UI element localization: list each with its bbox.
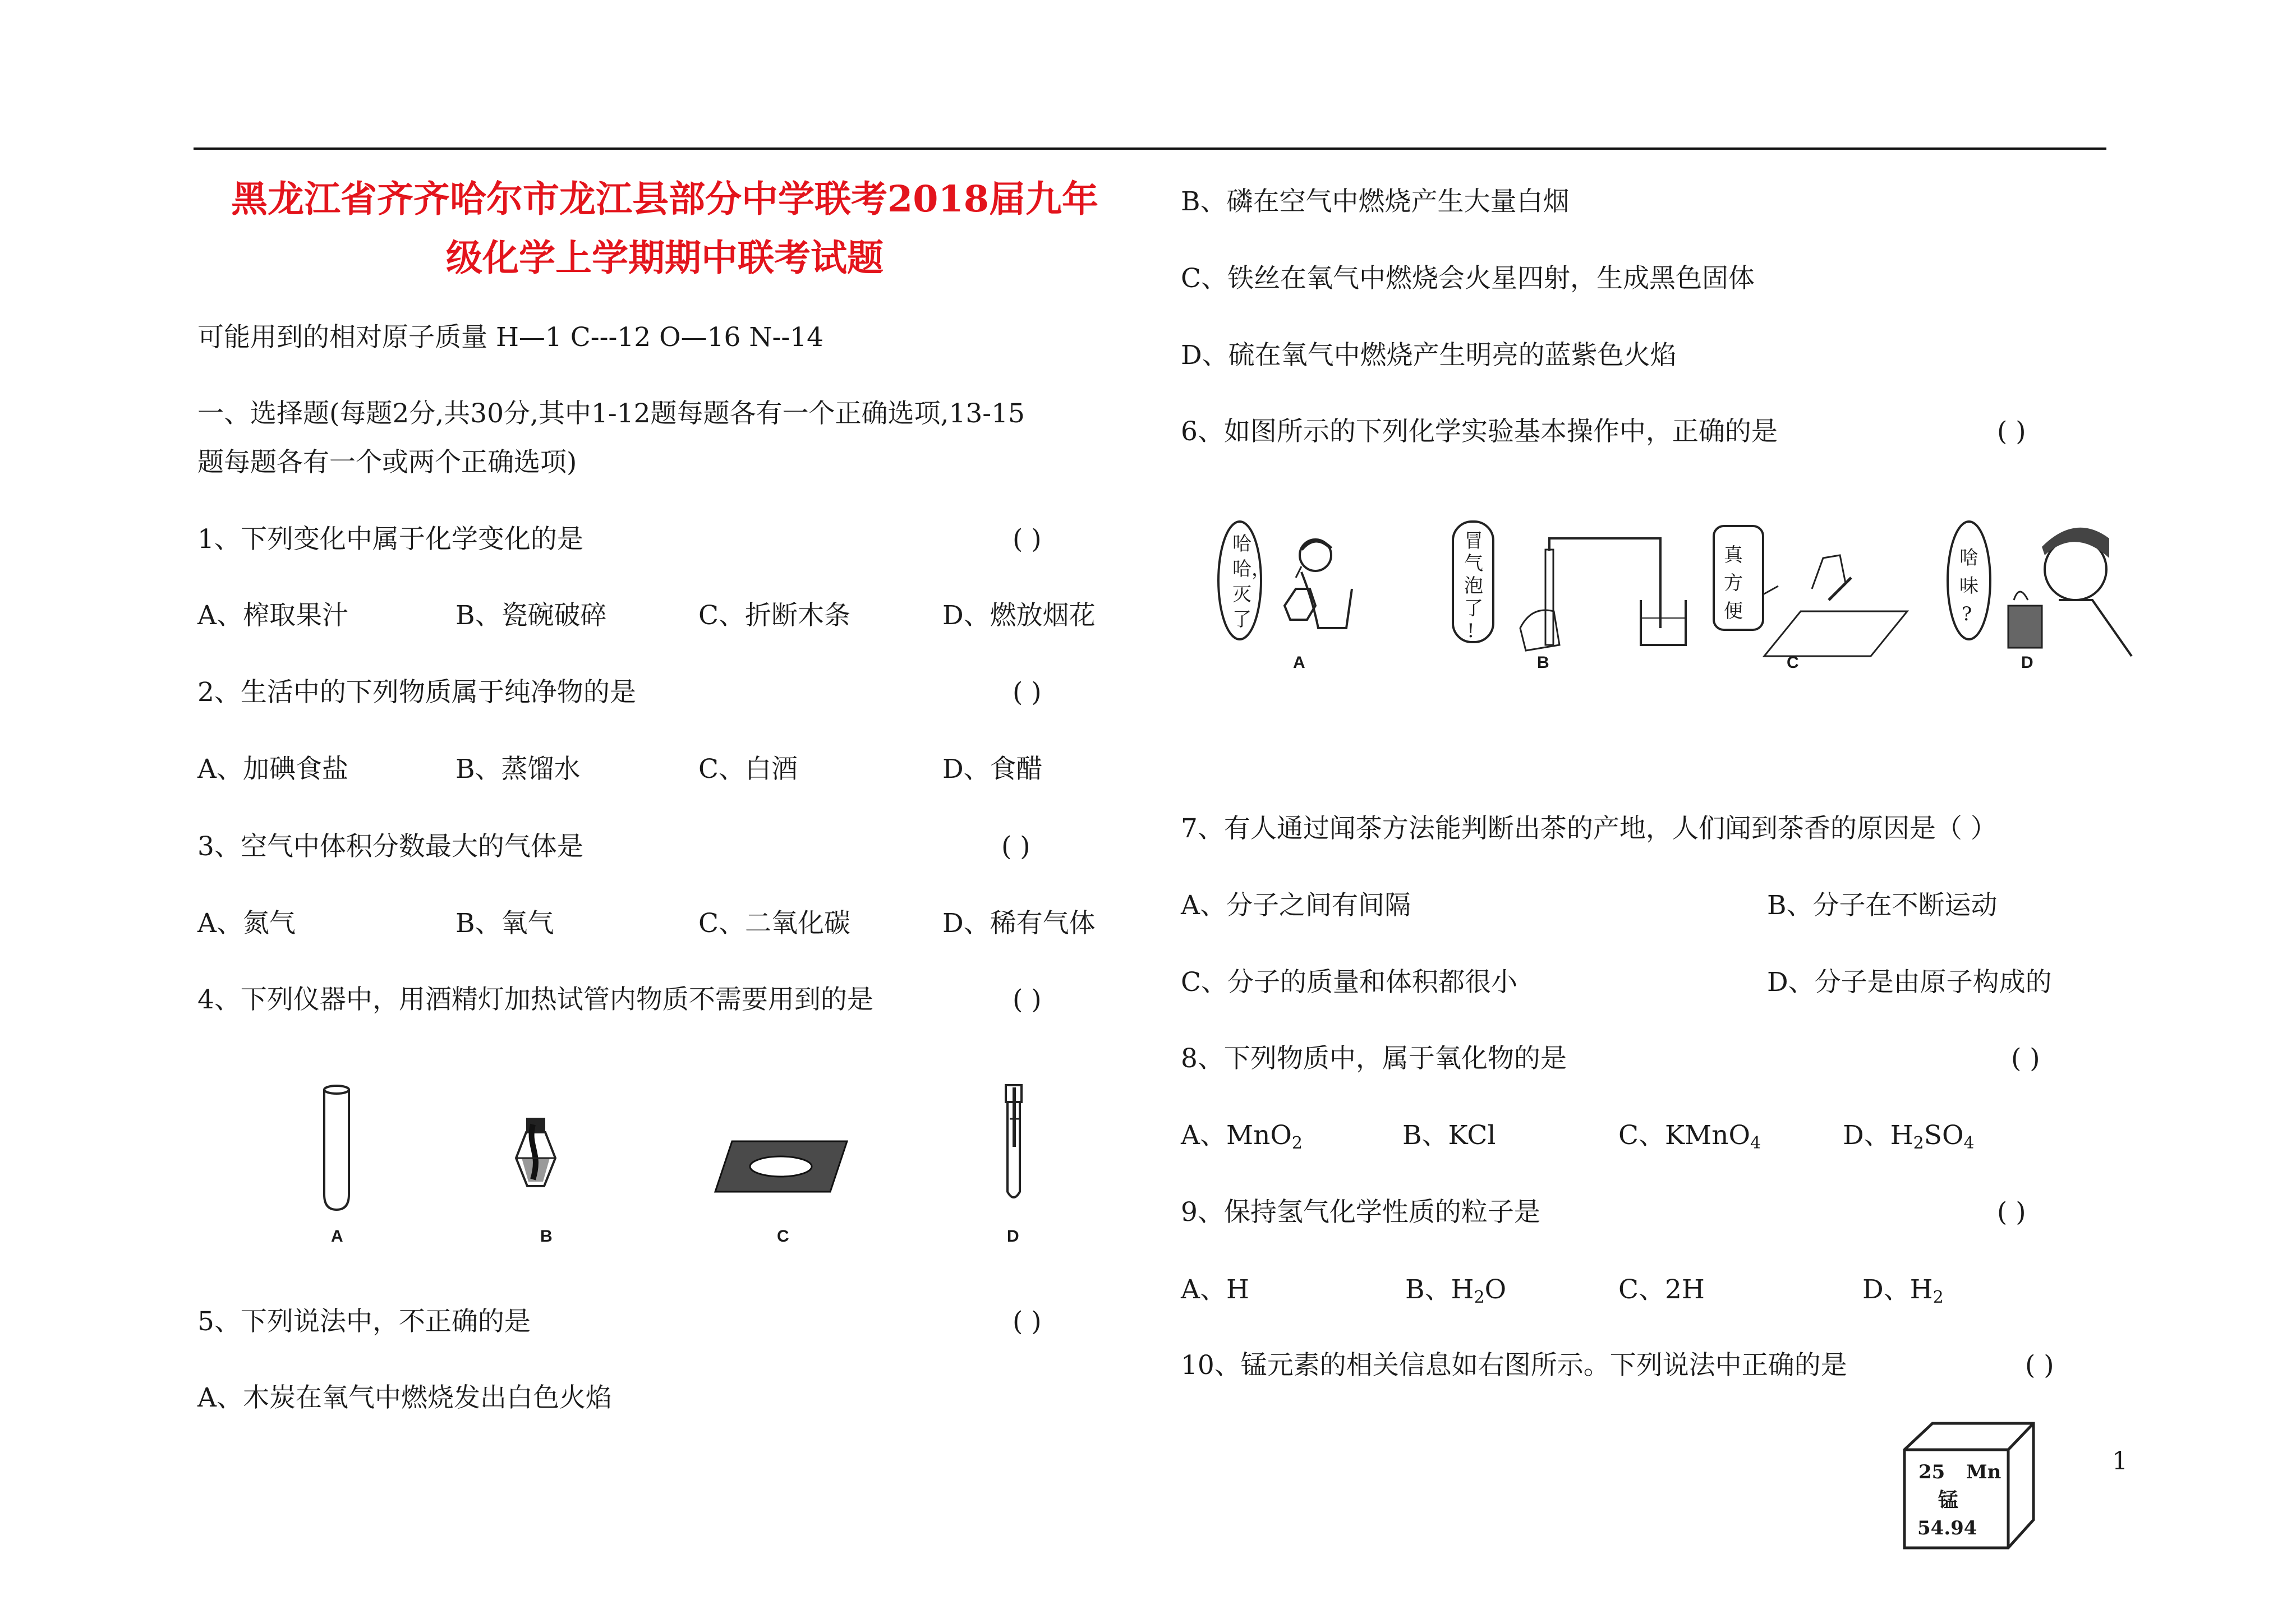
q7-stem: 7、有人通过闻茶方法能判断出茶的产地，人们闻到茶香的原因是（ ） [1181,813,1997,844]
q6-fig-label-d: D [2021,653,2033,672]
page-number: 1 [2112,1447,2128,1476]
test-tube-holder-icon [1006,1085,1022,1197]
q1-option-d: D、燃放烟花 [942,600,1096,631]
test-tube-icon [324,1086,349,1210]
q6-bubble-d-1: 啥 [1959,547,1978,569]
section1-instructions-1: 一、选择题(每题2分,共30分,其中1-12题每题各有一个正确选项,13-15 [197,398,1025,429]
element-atomic-number: 25 [1918,1461,1945,1483]
q5-option-a: A、木炭在氧气中燃烧发出白色火焰 [197,1382,612,1413]
q4-fig-label-c: C [777,1227,789,1246]
q3-option-b: B、氧气 [455,908,554,939]
q8-option-b: B、KCl [1402,1120,1496,1151]
exam-title-line1: 黑龙江省齐齐哈尔市龙江县部分中学联考2018届九年 [231,178,1098,220]
gas-tightness-check-icon [1453,522,1686,651]
q6-fig-label-b: B [1537,653,1549,672]
q6-bubble-d-2: 味 [1959,575,1978,597]
atomic-masses: 可能用到的相对原子质量 H—1 C---12 O—16 N--14 [197,322,824,353]
q4-apparatus-figure [292,1080,1077,1253]
asbestos-gauze-icon [715,1141,847,1192]
q5-option-d: D、硫在氧气中燃烧产生明亮的蓝紫色火焰 [1181,340,1677,371]
q10-answer-paren: ( ) [2025,1350,2054,1381]
q2-option-b: B、蒸馏水 [455,754,581,785]
q2-option-a: A、加碘食盐 [197,754,348,785]
q8-option-d: D、$H_2SO_4$ [1843,1120,1975,1153]
q5-option-b: B、磷在空气中燃烧产生大量白烟 [1181,186,1570,217]
q4-fig-label-b: B [540,1227,553,1246]
q8-option-c: C、KMnO$_4$ [1618,1120,1761,1153]
exam-title-line2: 级化学上学期期中联考试题 [445,237,884,279]
q6-bubble-b-1: 冒 [1464,530,1483,552]
header-rule [194,147,2106,150]
q1-option-c: C、折断木条 [698,600,850,631]
q3-option-c: C、二氧化碳 [698,908,850,939]
q7-option-b: B、分子在不断运动 [1767,890,1998,921]
q3-option-a: A、氮气 [197,908,296,939]
q9-option-a: A、H [1181,1274,1249,1305]
q6-bubble-c-3: 便 [1724,600,1743,623]
q4-stem: 4、下列仪器中，用酒精灯加热试管内物质不需要用到的是 [197,984,873,1015]
q6-bubble-a-4: 了 [1232,608,1251,631]
q7-option-a: A、分子之间有间隔 [1181,890,1411,921]
q1-answer-paren: ( ) [1013,524,1042,555]
q1-stem: 1、下列变化中属于化学变化的是 [197,524,583,555]
q6-bubble-c-1: 真 [1724,544,1743,566]
q3-stem: 3、空气中体积分数最大的气体是 [197,831,583,862]
q7-option-c: C、分子的质量和体积都很小 [1181,967,1517,998]
q8-answer-paren: ( ) [2011,1043,2040,1074]
q6-bubble-a-1: 哈 [1232,533,1251,555]
element-name: 锰 [1938,1488,1959,1512]
q6-bubble-c-2: 方 [1724,572,1743,594]
q4-answer-paren: ( ) [1013,984,1042,1015]
q8-stem: 8、下列物质中，属于氧化物的是 [1181,1043,1567,1074]
q6-bubble-b-2: 气 [1464,552,1483,575]
q10-stem: 10、锰元素的相关信息如右图所示。下列说法中正确的是 [1181,1350,1847,1381]
q2-option-d: D、食醋 [942,754,1043,785]
q6-answer-paren: ( ) [1997,416,2026,447]
q6-bubble-d-3: ? [1962,603,1972,625]
q3-option-d: D、稀有气体 [942,908,1096,939]
q9-option-b: B、$H_2O$ [1405,1274,1507,1307]
q6-bubble-b-5: ! [1467,620,1475,642]
q2-answer-paren: ( ) [1013,677,1042,708]
q9-answer-paren: ( ) [1997,1197,2026,1228]
q5-stem: 5、下列说法中，不正确的是 [197,1306,531,1337]
q4-fig-label-a: A [331,1227,343,1246]
q1-option-b: B、瓷碗破碎 [455,600,607,631]
q5-option-c: C、铁丝在氧气中燃烧会火星四射，生成黑色固体 [1181,263,1755,294]
q6-bubble-b-4: 了 [1464,597,1483,620]
q9-stem: 9、保持氢气化学性质的粒子是 [1181,1197,1540,1228]
q9-option-d: D、$H_2$ [1862,1274,1944,1307]
q6-stem: 6、如图所示的下列化学实验基本操作中，正确的是 [1181,416,1778,447]
q7-option-d: D、分子是由原子构成的 [1767,967,2052,998]
q6-fig-label-c: C [1787,653,1799,672]
alcohol-lamp-icon [516,1118,555,1186]
section1-instructions-2: 题每题各有一个或两个正确选项) [197,447,577,478]
q8-option-a: A、MnO$_2$ [1181,1120,1303,1153]
element-symbol: Mn [1966,1461,2001,1483]
q6-bubble-a-3: 灭 [1232,583,1251,606]
q6-fig-label-a: A [1293,653,1305,672]
q6-bubble-b-3: 泡 [1464,575,1483,597]
q6-operations-figure [1217,516,2137,679]
q4-fig-label-d: D [1007,1227,1019,1246]
q2-option-c: C、白酒 [698,754,798,785]
q3-answer-paren: ( ) [1001,831,1030,862]
q5-answer-paren: ( ) [1013,1306,1042,1337]
q1-option-a: A、榨取果汁 [197,600,348,631]
q2-stem: 2、生活中的下列物质属于纯净物的是 [197,677,636,708]
q6-bubble-a-2: 哈， [1232,558,1271,580]
q9-option-c: C、2H [1618,1274,1705,1305]
element-atomic-mass: 54.94 [1917,1517,1977,1539]
